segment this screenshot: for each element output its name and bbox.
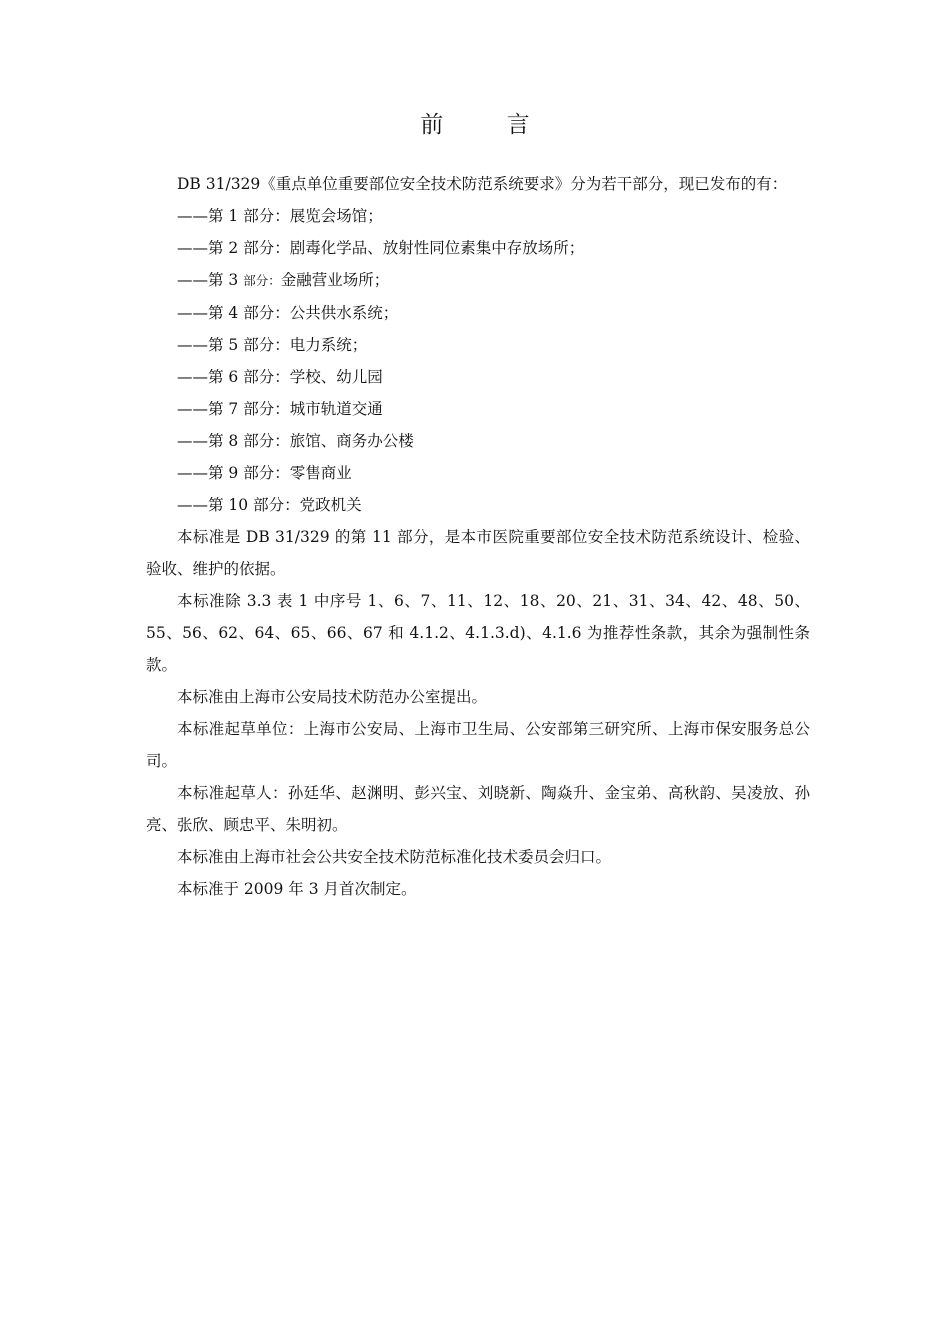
list-item-part-2 bbox=[146, 232, 810, 264]
part-title: 零售商业 bbox=[289, 464, 352, 482]
part-prefix: ——第 5 部分： bbox=[177, 336, 290, 354]
part-title: 学校、幼儿园 bbox=[289, 368, 383, 386]
paragraph-first-issued: 本标准于 2009 年 3 月首次制定。 bbox=[177, 880, 417, 898]
list-item-part-8 bbox=[146, 425, 810, 457]
part-prefix: ——第 4 部分： bbox=[177, 304, 290, 322]
part-prefix: ——第 3 bbox=[177, 271, 244, 289]
intro-paragraph: DB 31/329《重点单位重要部位安全技术防范系统要求》分为若干部分，现已发布的有： bbox=[177, 175, 788, 193]
list-item-part-7 bbox=[146, 393, 810, 425]
part-prefix: ——第 6 部分： bbox=[177, 368, 290, 386]
part-prefix: ——第 10 部分： bbox=[177, 496, 300, 514]
list-item-part-9 bbox=[146, 457, 810, 489]
part-title: 党政机关 bbox=[299, 496, 362, 514]
part-prefix: ——第 9 部分： bbox=[177, 464, 290, 482]
part-prefix: ——第 8 部分： bbox=[177, 432, 290, 450]
list-item-part-3 bbox=[146, 264, 810, 297]
paragraph-centralized-management: 本标准由上海市社会公共安全技术防范标准化技术委员会归口。 bbox=[177, 848, 612, 866]
part-title: 金融营业场所； bbox=[280, 271, 390, 289]
paragraph-drafters: 本标准起草人：孙廷华、赵渊明、彭兴宝、刘晓新、陶焱升、金宝弟、高秋韵、吴凌放、孙亮、张欣、顾忠平、朱明初。 bbox=[146, 784, 810, 834]
part-prefix: ——第 1 部分： bbox=[177, 207, 290, 225]
list-item-part-10 bbox=[146, 489, 810, 521]
document-body bbox=[146, 168, 810, 905]
part-title: 展览会场馆； bbox=[289, 207, 383, 225]
paragraph-drafting-units: 本标准起草单位：上海市公安局、上海市卫生局、公安部第三研究所、上海市保安服务总公司。 bbox=[146, 720, 810, 770]
part-prefix: ——第 7 部分： bbox=[177, 400, 290, 418]
page-title: 前 言 bbox=[420, 112, 558, 138]
list-item-part-1 bbox=[146, 200, 810, 232]
part-title: 电力系统； bbox=[289, 336, 368, 354]
part-title: 公共供水系统； bbox=[289, 304, 399, 322]
part-prefix: ——第 2 部分： bbox=[177, 239, 290, 257]
list-item-part-6 bbox=[146, 361, 810, 393]
paragraph-proposer: 本标准由上海市公安局技术防范办公室提出。 bbox=[177, 688, 488, 706]
part-prefix-small: 部分： bbox=[243, 273, 281, 288]
part-title: 剧毒化学品、放射性同位素集中存放场所； bbox=[289, 239, 585, 257]
paragraph-scope: 本标准是 DB 31/329 的第 11 部分，是本市医院重要部位安全技术防范系统设计、检验、验收、维护的依据。 bbox=[146, 528, 810, 578]
part-title: 城市轨道交通 bbox=[289, 400, 383, 418]
part-title: 旅馆、商务办公楼 bbox=[289, 432, 414, 450]
list-item-part-4 bbox=[146, 297, 810, 329]
paragraph-recommended-clauses: 本标准除 3.3 表 1 中序号 1、6、7、11、12、18、20、21、31、34、42、48、50、55、56、62、64、65、66、67 和 4.1.2、4.1.3.d)、4.1.6 为推荐性条款，其余为强制性条款。 bbox=[146, 592, 810, 674]
list-item-part-5 bbox=[146, 329, 810, 361]
